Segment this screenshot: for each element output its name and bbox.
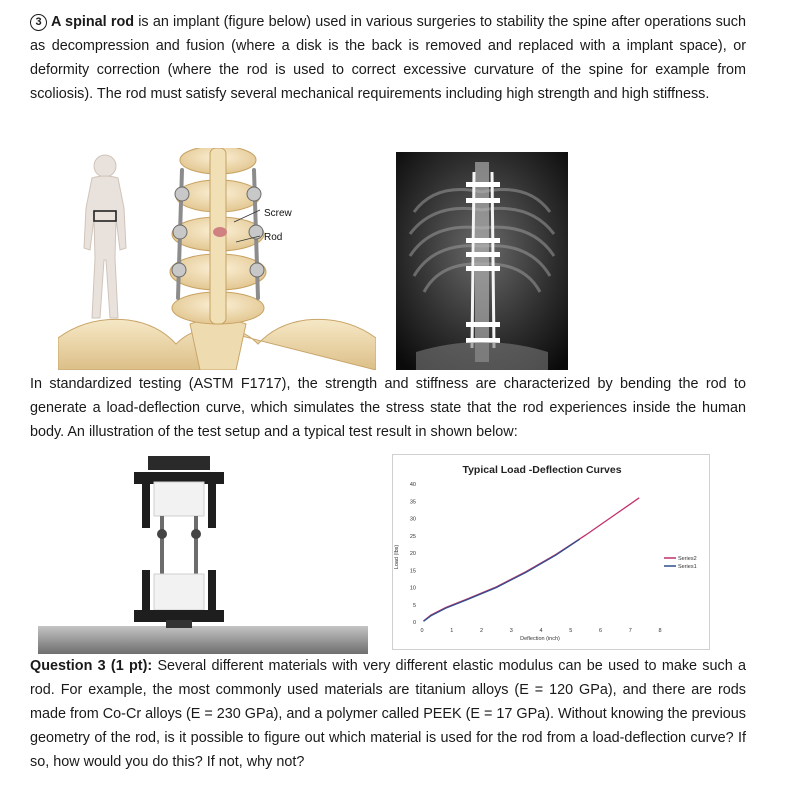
screw-label: Screw — [264, 208, 292, 219]
x-axis-label: Deflection (inch) — [520, 636, 560, 642]
load-deflection-chart — [392, 454, 710, 650]
rod-label: Rod — [264, 232, 283, 243]
y-tick-label: 30 — [409, 516, 416, 523]
testing-paragraph: In standardized testing (ASTM F1717), the strength and stiffness are characterized by bending the rod to generate a load-deflection curve, which simulates the stress state that the rod experiences inside the human body. An illustration of the test setup and a typical test result in shown below: — [30, 376, 746, 440]
y-axis-label: Load (lbs) — [394, 544, 400, 570]
lower-fixture-icon — [134, 570, 224, 628]
intro-text: is an implant (figure below) used in various surgeries to stability the spine after operations such as decompression and fusion (where a disk is the back is removed and replaced with a implant space), or deformity correction (where the rod is used to correct excessive curvature of the spine for example from scoliosis). The rod must satisfy several mechanical requirements including high strength and high stiffness. — [30, 14, 746, 102]
human-figure-icon — [84, 155, 126, 318]
question-paragraph — [30, 654, 746, 774]
y-tick-label: 5 — [412, 602, 416, 609]
y-tick-label: 20 — [409, 551, 416, 557]
y-tick-label: 10 — [409, 585, 416, 592]
load-cell-icon — [148, 456, 210, 470]
question-text: Several different materials with very different elastic modulus can be used to make such a rod. For example, the most commonly used materials are titanium alloys (E = 120 GPa), and there are rods made from Co-Cr alloys (E = 230 GPa), and a polymer called PEEK (E = 17 GPa). Without knowing the previous geometry of the rod, is it possible to figure out which material is used for the rod from a load-deflection curve? If so, how would you do this? If not, why not? — [30, 658, 746, 770]
upper-fixture-icon — [134, 472, 224, 528]
chart-title: Typical Load -Deflection Curves — [462, 464, 622, 476]
chart-frame — [393, 455, 710, 650]
x-tick-label: 3 — [509, 628, 513, 634]
x-tick-label: 6 — [598, 628, 603, 634]
intro-bold: A spinal rod — [51, 14, 135, 30]
y-tick-label: 15 — [409, 568, 416, 575]
y-tick-label: 0 — [412, 620, 416, 626]
x-tick-label: 2 — [479, 628, 484, 634]
x-tick-label: 0 — [420, 628, 424, 634]
x-tick-label: 8 — [658, 628, 662, 634]
problem-number: 3 — [30, 14, 47, 31]
x-tick-label: 4 — [539, 628, 543, 634]
machine-base-icon — [38, 626, 368, 654]
question-label: Question 3 (1 pt): — [30, 658, 153, 674]
specimen-rods-icon — [162, 516, 196, 582]
legend-label: Series1 — [678, 564, 697, 570]
y-tick-label: 25 — [409, 533, 416, 540]
x-tick-label: 1 — [450, 628, 454, 634]
test-setup-illustration — [38, 454, 368, 654]
spine-illustration — [58, 148, 376, 370]
x-tick-label: 7 — [628, 628, 632, 634]
legend-label: Series2 — [678, 556, 697, 562]
intro-paragraph — [30, 10, 746, 106]
y-tick-label: 35 — [409, 499, 416, 506]
x-tick-label: 5 — [569, 628, 573, 634]
y-tick-label: 40 — [409, 482, 416, 488]
xray-image — [396, 152, 568, 370]
